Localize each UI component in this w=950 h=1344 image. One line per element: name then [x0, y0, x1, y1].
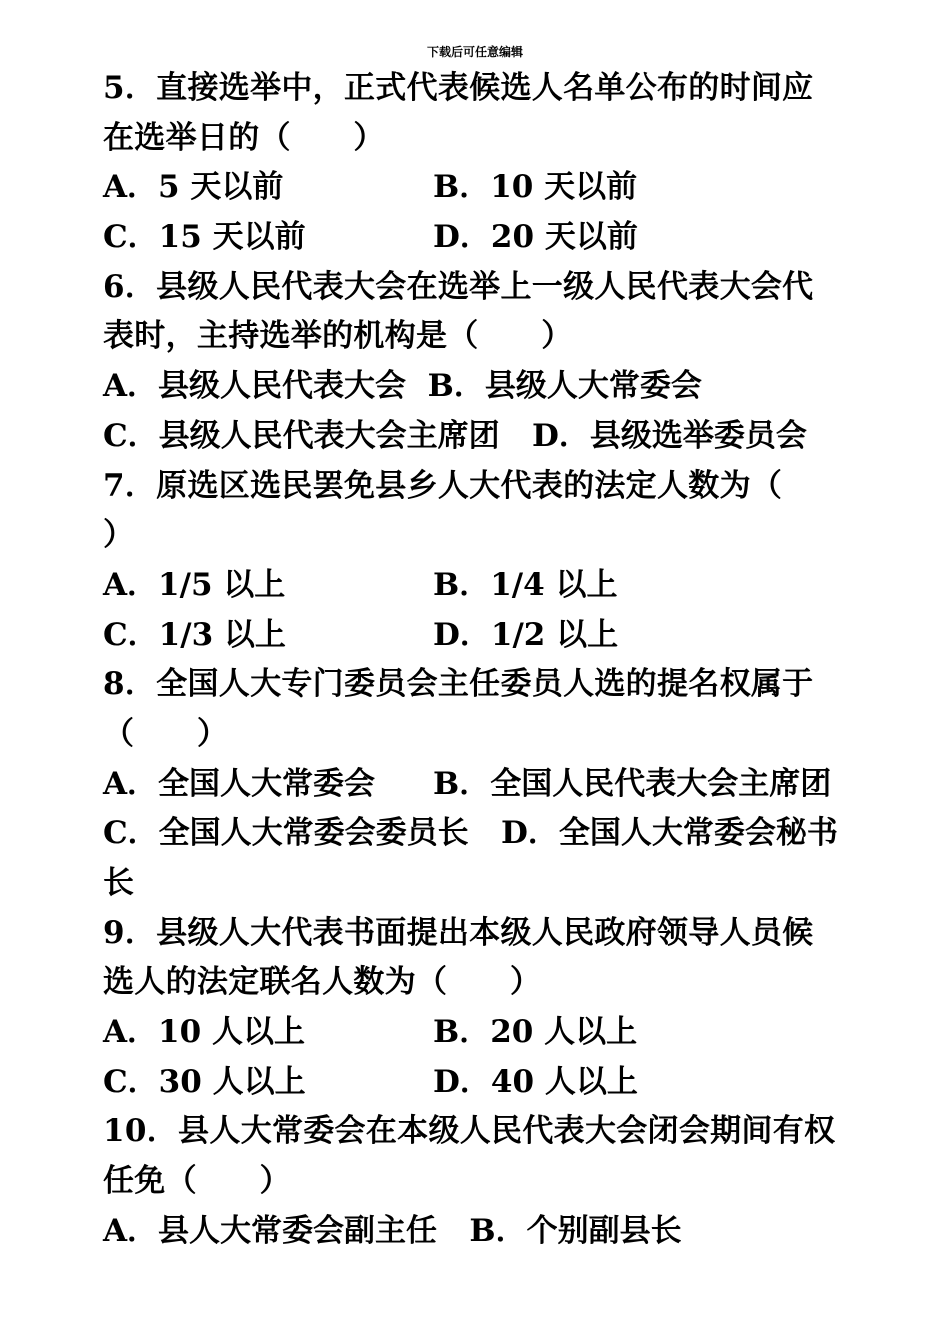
question-6-options-row-2[interactable]: C．县级人民代表大会主席团 D．县级选举委员会 [103, 417, 807, 454]
question-10-stem-line-2: 任免（ ） [103, 1163, 291, 1200]
question-5-option-a[interactable]: A．5 天以前 [103, 169, 284, 206]
question-7-option-b[interactable]: B．1/4 以上 [433, 566, 618, 603]
question-list [103, 64, 850, 1257]
question-10-options-row-1[interactable]: A．县人大常委会副主任 B．个别副县长 [103, 1212, 682, 1249]
question-9-stem-line-2: 选人的法定联名人数为（ ） [103, 964, 542, 1001]
question-6-stem-line-1: 6．县级人民代表大会在选举上一级人民代表大会代 [103, 268, 814, 305]
question-7-stem-line-1: 7．原选区选民罢免县乡人大代表的法定人数为（ [103, 467, 783, 504]
question-8-options-row-2-wrap: 长 [103, 865, 134, 901]
question-5-option-b[interactable]: B．10 天以前 [433, 169, 638, 206]
question-9-options-row-2 [103, 1058, 850, 1108]
question-9-option-a[interactable]: A．10 人以上 [103, 1014, 305, 1051]
question-8-options-row-1 [103, 760, 850, 810]
question-9-option-b[interactable]: B．20 人以上 [433, 1014, 638, 1051]
question-8-option-b[interactable]: B．全国人民代表大会主席团 [433, 765, 832, 802]
question-8-options-row-2[interactable]: C．全国人大常委会委员长 D．全国人大常委会秘书 [103, 815, 838, 852]
question-5-option-d[interactable]: D．20 天以前 [433, 219, 638, 256]
question-10-stem-line-1: 10．县人大常委会在本级人民代表大会闭会期间有权 [103, 1113, 836, 1150]
question-5-stem-line-1: 5．直接选举中，正式代表候选人名单公布的时间应 [103, 70, 814, 106]
question-7-option-d[interactable]: D．1/2 以上 [433, 616, 619, 653]
question-7-stem-line-2: ） [103, 517, 135, 554]
question-7-options-row-2 [103, 611, 850, 661]
question-9-option-c[interactable]: C．30 人以上 [103, 1063, 306, 1100]
question-7-option-a[interactable]: A．1/5 以上 [103, 566, 286, 603]
question-7-options-row-1 [103, 561, 850, 611]
question-5-options-row-1 [103, 163, 850, 213]
question-8-stem-line-2: （ ） [103, 715, 229, 752]
question-9-options-row-1 [103, 1008, 850, 1058]
question-5-stem-line-2: 在选举日的（ ） [103, 119, 385, 156]
question-8-option-a[interactable]: A．全国人大常委会 [103, 765, 376, 802]
question-6-stem-line-2: 表时，主持选举的机构是（ ） [103, 318, 573, 355]
question-5-options-row-2 [103, 213, 850, 263]
question-5-option-c[interactable]: C．15 天以前 [103, 219, 306, 256]
page-header: 下载后可任意编辑 [426, 45, 523, 59]
question-8-stem-line-1: 8．全国人大专门委员会主任委员人选的提名权属于 [103, 666, 814, 703]
question-9-option-d[interactable]: D．40 人以上 [433, 1063, 638, 1100]
question-9-stem-line-1: 9．县级人大代表书面提出本级人民政府领导人员候 [103, 914, 814, 951]
question-6-options-row-1[interactable]: A．县级人民代表大会 B．县级人大常委会 [103, 368, 702, 405]
question-7-option-c[interactable]: C．1/3 以上 [103, 616, 286, 653]
